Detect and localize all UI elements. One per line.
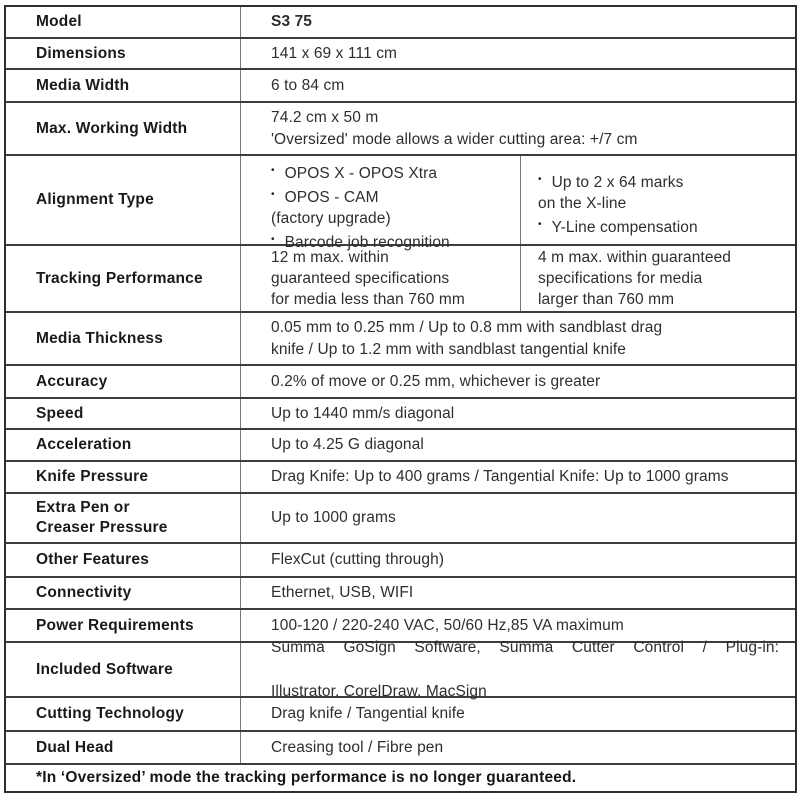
label-text: Power Requirements [36,616,194,634]
value-line: 4 m max. within guaranteed [538,249,732,266]
bullet-item [538,214,789,238]
spec-value-accuracy [241,366,795,397]
item-continuation: on the X-line [538,195,627,212]
label-text: Max. Working Width [36,119,188,137]
spec-value-dimensions [241,39,795,68]
label-text: Media Thickness [36,329,164,347]
bullet-item [271,160,514,184]
value-text: Creasing tool / Fibre pen [271,738,444,756]
bullet-item [538,169,789,193]
spec-value-media-thickness [241,313,795,364]
row-dimensions [6,37,795,68]
label-text-line: Extra Pen or [36,499,130,516]
tracking-left-column [241,246,520,311]
spec-value-included-software [241,638,795,700]
label-text-line: Creaser Pressure [36,519,168,536]
row-speed [6,397,795,428]
row-connectivity [6,576,795,608]
item-continuation: (factory upgrade) [271,210,391,227]
item-text: Barcode job recognition [284,234,450,251]
value-line: 74.2 cm x 50 m [271,108,379,126]
label-text: Alignment Type [36,191,154,208]
value-text: Ethernet, USB, WIFI [271,584,414,601]
spec-label-cutting-technology [6,698,241,730]
tracking-right-column [520,246,795,311]
spec-label-dual-head [6,732,241,763]
spec-label-max-working-width [6,103,241,154]
row-media-width [6,68,795,101]
item-text: OPOS X - OPOS Xtra [284,165,438,182]
value-text: Up to 4.25 G diagonal [271,436,424,453]
item-text: Y-Line compensation [551,219,698,236]
label-text: Dimensions [36,44,126,62]
value-line: 'Oversized' mode allows a wider cutting area: +/7 cm [271,130,638,148]
row-cutting-technology [6,696,795,730]
spec-label-alignment-type [6,156,241,244]
spec-value-other-features [241,544,795,576]
label-text: Speed [36,404,84,422]
spec-value-speed [241,399,795,428]
spec-label-tracking-performance [6,246,241,311]
spec-value-knife-pressure [241,462,795,492]
value-line: 12 m max. within [271,249,389,266]
value-text: Drag Knife: Up to 400 grams / Tangential Knife: Up to 1000 grams [271,468,729,485]
label-text: Accuracy [36,372,108,390]
label-text: Dual Head [36,738,114,756]
label-text: Knife Pressure [36,468,149,485]
spec-label-extra-pen-pressure [6,494,241,542]
value-text: S3 75 [271,13,313,30]
spec-value-extra-pen-pressure [241,494,795,542]
value-text: FlexCut (cutting through) [271,551,445,568]
spec-label-media-thickness [6,313,241,364]
label-text: Tracking Performance [36,269,203,287]
spec-label-power-requirements [6,610,241,641]
label-text: Model [36,13,82,30]
spec-label-media-width [6,70,241,101]
value-line: Illustrator, CorelDraw, MacSign [271,682,487,700]
spec-label-connectivity [6,578,241,608]
tracking-performance-values [241,246,795,311]
alignment-right-column [520,156,795,244]
value-text: 6 to 84 cm [271,76,345,94]
alignment-left-column [241,156,520,251]
value-text: Up to 1440 mm/s diagonal [271,404,455,422]
specification-table [4,5,797,793]
spec-label-speed [6,399,241,428]
row-tracking-performance [6,244,795,311]
value-line: knife / Up to 1.2 mm with sandblast tangential knife [271,340,626,358]
row-model [6,7,795,37]
row-knife-pressure [6,460,795,492]
spec-label-knife-pressure [6,462,241,492]
spec-label-dimensions [6,39,241,68]
spec-value-media-width [241,70,795,101]
spec-label-acceleration [6,430,241,460]
value-text: 100-120 / 220-240 VAC, 50/60 Hz,85 VA maximum [271,616,624,634]
label-text: Cutting Technology [36,705,184,722]
label-text: Other Features [36,551,150,568]
alignment-type-values [241,156,795,251]
spec-label-other-features [6,544,241,576]
bullet-icon: • [271,234,275,245]
value-line: specifications for media [538,270,703,287]
spec-value-dual-head [241,732,795,763]
row-included-software [6,638,795,700]
value-text: Drag knife / Tangential knife [271,705,465,722]
row-max-working-width [6,101,795,154]
spec-value-max-working-width [241,103,795,154]
bullet-icon: • [538,219,542,230]
spec-value-model [241,7,795,37]
row-accuracy [6,364,795,397]
footnote-row [6,763,795,791]
value-text: Up to 1000 grams [271,509,396,526]
row-extra-pen-pressure [6,492,795,542]
value-line-justified: Summa GoSign Software, Summa Cutter Control / Plug-in: [271,638,779,656]
bullet-icon: • [538,174,542,185]
bullet-icon: • [271,189,275,200]
value-text: 0.2% of move or 0.25 mm, whichever is greater [271,372,601,390]
label-text: Connectivity [36,584,132,601]
bullet-icon: • [271,165,275,176]
value-text: 141 x 69 x 111 cm [271,44,398,62]
label-text: Media Width [36,76,130,94]
spec-label-accuracy [6,366,241,397]
item-text: Up to 2 x 64 marks [551,174,684,191]
footnote-text: *In ‘Oversized’ mode the tracking performance is no longer guaranteed. [36,769,577,786]
row-media-thickness [6,311,795,364]
bullet-item [271,184,514,208]
label-text: Acceleration [36,436,132,453]
row-other-features [6,542,795,576]
spec-value-acceleration [241,430,795,460]
value-line: for media less than 760 mm [271,291,465,308]
row-alignment-type [6,154,795,251]
label-text: Included Software [36,660,173,678]
spec-label-included-software [6,643,241,696]
row-acceleration [6,428,795,460]
value-line: guaranteed specifications [271,270,450,287]
value-line: 0.05 mm to 0.25 mm / Up to 0.8 mm with sandblast drag [271,318,663,336]
row-dual-head [6,730,795,763]
spec-value-connectivity [241,578,795,608]
spec-label-model [6,7,241,37]
value-line: larger than 760 mm [538,291,675,308]
spec-value-cutting-technology [241,698,795,730]
item-text: OPOS - CAM [284,189,379,206]
